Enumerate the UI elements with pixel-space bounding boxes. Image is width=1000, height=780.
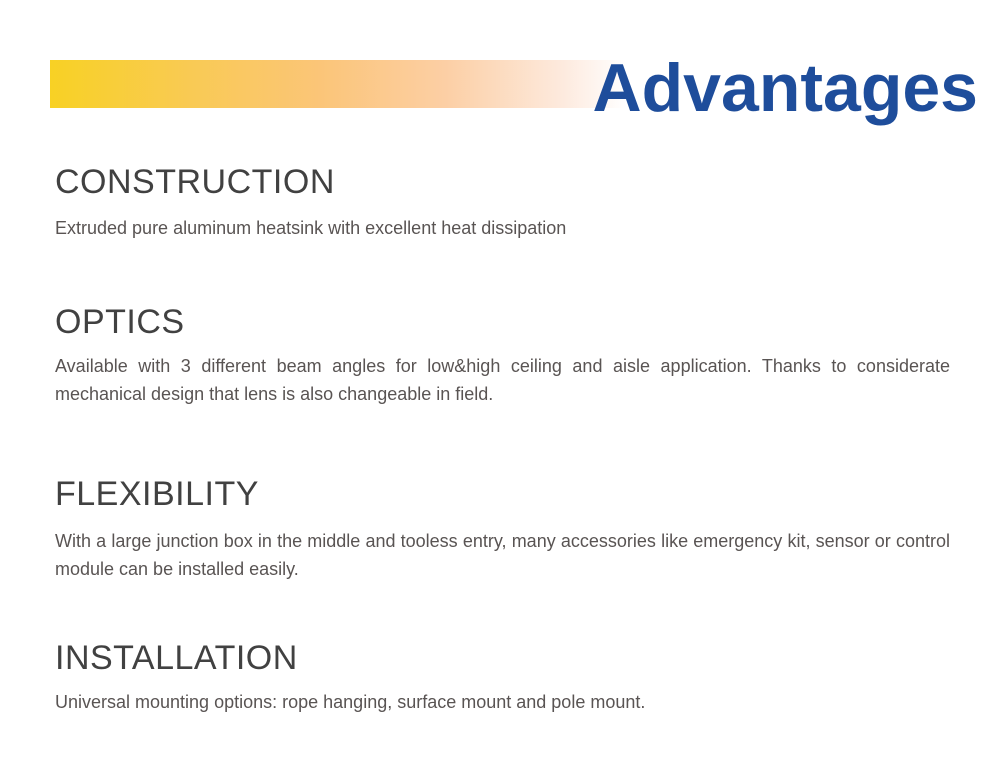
installation-heading: INSTALLATION <box>55 639 298 677</box>
section-construction <box>55 162 950 242</box>
section-flexibility <box>55 474 950 583</box>
optics-body: Available with 3 different beam angles for low&high ceiling and aisle application. Thanks to considerate mechanical design that lens is also changeable in field. <box>55 356 950 404</box>
flexibility-heading: FLEXIBILITY <box>55 475 259 513</box>
optics-heading: OPTICS <box>55 303 185 341</box>
installation-body: Universal mounting options: rope hanging, surface mount and pole mount. <box>55 692 646 712</box>
construction-heading: CONSTRUCTION <box>55 163 335 201</box>
section-installation <box>55 638 950 716</box>
page-title: Advantages <box>592 50 978 126</box>
section-optics <box>55 302 950 408</box>
flexibility-body: With a large junction box in the middle and tooless entry, many accessories like emergency kit, sensor or control module can be installed easily. <box>55 531 950 579</box>
construction-body: Extruded pure aluminum heatsink with excellent heat dissipation <box>55 218 567 238</box>
